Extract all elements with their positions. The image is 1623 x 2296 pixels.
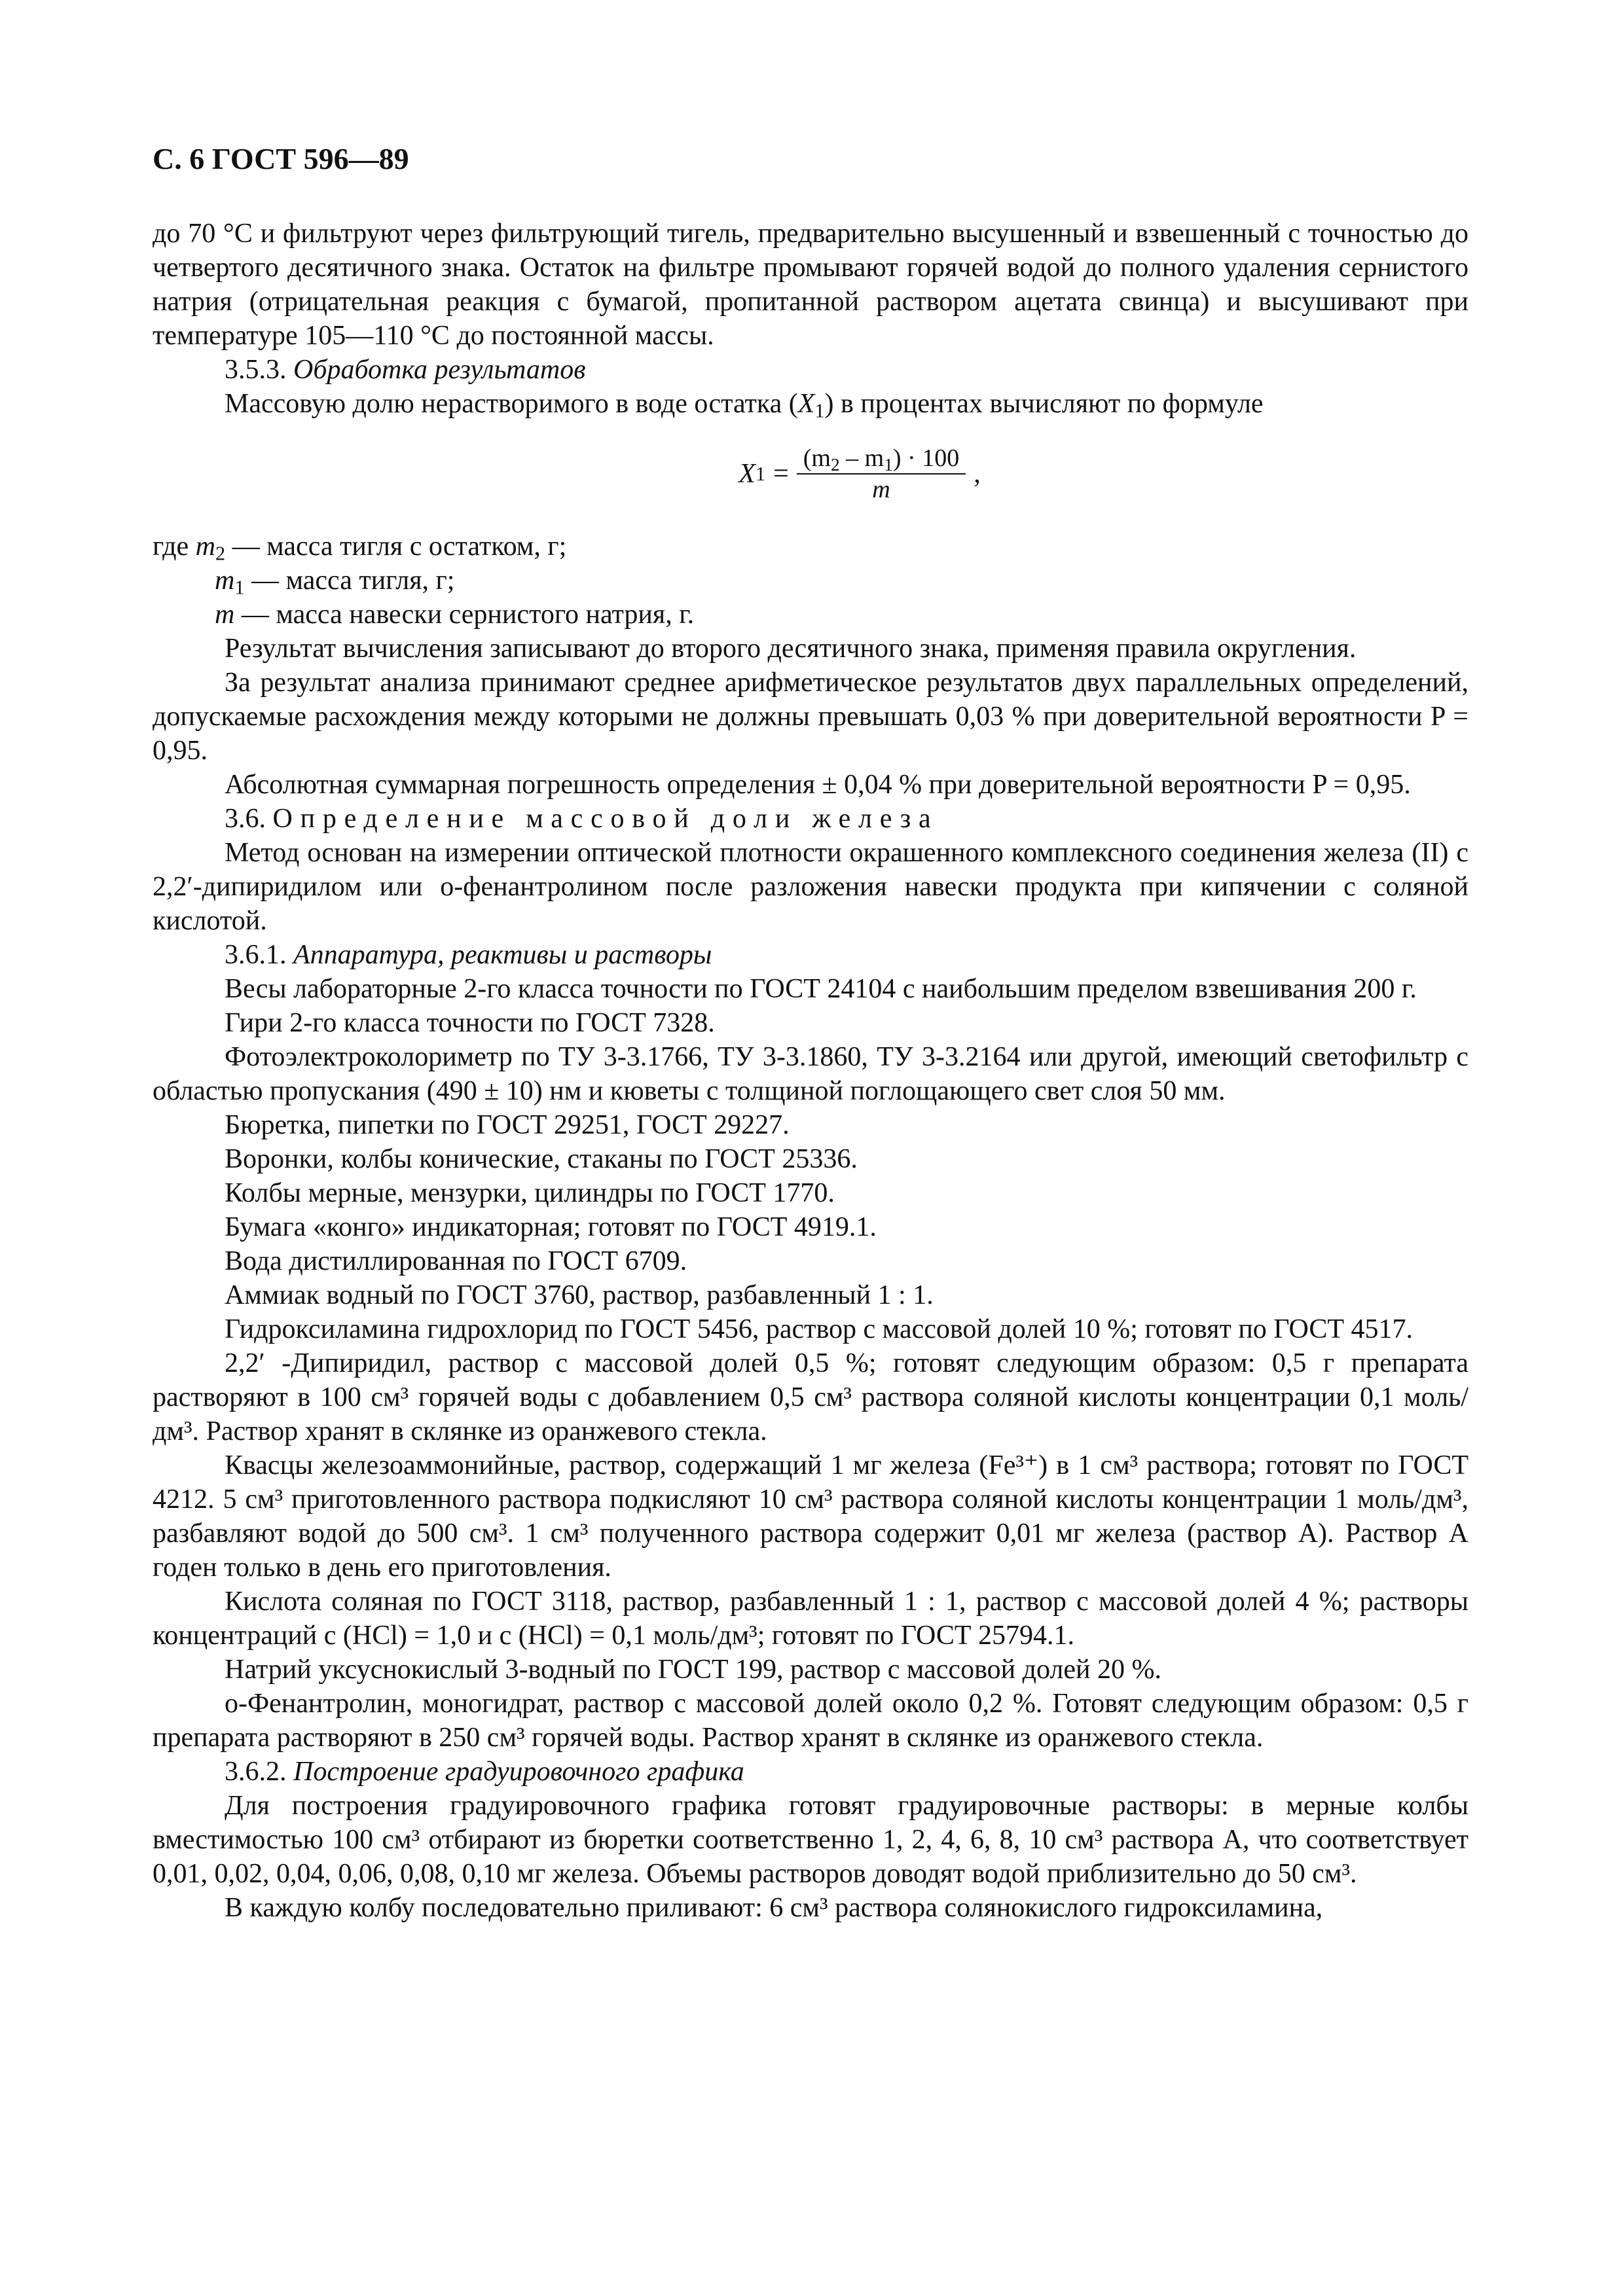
numerator-sub: 2 [830, 454, 840, 475]
section-3-6-2-heading [153, 1755, 1468, 1789]
text: ) в процентах вычисляют по формуле [824, 389, 1264, 419]
section-3-6-heading [153, 802, 1468, 836]
formula-denominator: m [797, 473, 966, 505]
paragraph-rounding: Результат вычисления записывают до второго десятичного знака, применяя правила округления. [225, 634, 1357, 664]
list-item: Вода дистиллированная по ГОСТ 6709. [225, 1246, 687, 1276]
formula-lhs: X [739, 459, 756, 489]
section-3-6-1-heading [153, 938, 1468, 972]
subscript: 1 [234, 576, 245, 599]
variable: X [797, 389, 815, 419]
paragraph-reagents: В каждую колбу последовательно приливают: 6 см³ раствора солянокислого гидроксиламина, [225, 1893, 1323, 1923]
list-item: о-Фенантролин, моногидрат, раствор с массовой долей около 0,2 %. Готовят следующим образом: 0,5 г препарата растворяют в 250 см³ горячей воды. Раствор хранят в склянке из оранжевого стекла. [153, 1689, 1468, 1753]
formula-numerator [797, 443, 966, 473]
where-lead: где [153, 531, 189, 562]
section-number: 3.5.3. [225, 355, 287, 385]
formula-x1: X 1 = $\frac{(m_2 - m_1) \cdot 100}{m}$ , [739, 444, 981, 503]
numerator-sub: 1 [884, 454, 893, 475]
list-item: Бюретка, пипетки по ГОСТ 29251, ГОСТ 29227. [225, 1110, 790, 1140]
numerator-part: – m [839, 444, 884, 472]
section-title: Построение градуировочного графика [293, 1757, 744, 1787]
variable: m [195, 531, 215, 562]
text: — масса тигля с остатком, г; [225, 531, 567, 562]
text: — масса навески сернистого натрия, г. [234, 600, 695, 630]
list-item: Фотоэлектроколориметр по ТУ 3-3.1766, ТУ 3-3.1860, ТУ 3-3.2164 или другой, имеющий светофильтр с областью пропускания (490 ± 10) нм и кюветы с толщиной поглощающего свет слоя 50 мм. [153, 1042, 1468, 1106]
list-item: Колбы мерные, мензурки, цилиндры по ГОСТ 1770. [225, 1178, 835, 1208]
formula-tail: , [974, 459, 981, 489]
text: Массовую долю нерастворимого в воде остатка ( [225, 389, 798, 419]
document-page [153, 141, 1468, 1925]
paragraph-result: За результат анализа принимают среднее арифметическое результатов двух параллельных определений, допускаемые расхождения между которыми не должны превышать 0,03 % при доверительной вероятности P = 0,95. [153, 668, 1468, 766]
paragraph-filtration: до 70 °С и фильтруют через фильтрующий тигель, предварительно высушенный и взвешенный с точностью до четвертого десятичного знака. Остаток на фильтре промывают горячей водой до полного удаления сернистого натрия (отрицательная реакция с бумагой, пропитанной раствором ацетата свинца) и высушивают при температуре 105—110 °С до постоянной массы. [153, 219, 1468, 351]
paragraph-formula-intro [153, 387, 1468, 421]
paragraph-method: Метод основан на измерении оптической плотности окрашенного комплексного соединения железа (II) с 2,2′-дипиридилом или о-фенантролином после разложения навески продукта при кипячении с соляной кислотой. [153, 838, 1468, 936]
list-item: 2,2′ -Дипиридил, раствор с массовой долей 0,5 %; готовят следующим образом: 0,5 г препарата растворяют в 100 см³ горячей воды с добавлением 0,5 см³ раствора соляной кислоты концентрации 0,1 моль/дм³. Раствор хранят в склянке из оранжевого стекла. [153, 1348, 1468, 1446]
section-number: 3.6. [225, 804, 266, 834]
list-item: Натрий уксуснокислый 3-водный по ГОСТ 199, раствор с массовой долей 20 %. [225, 1655, 1161, 1685]
section-3-5-3-heading [153, 353, 1468, 387]
list-item: Кислота соляная по ГОСТ 3118, раствор, разбавленный 1 : 1, раствор с массовой долей 4 %; растворы концентраций с (HCl) = 1,0 и с (HCl) = 0,1 моль/дм³; готовят по ГОСТ 25794.1. [153, 1587, 1468, 1651]
list-item: Бумага «конго» индикаторная; готовят по ГОСТ 4919.1. [225, 1212, 877, 1242]
formula-equals: = [773, 459, 789, 489]
variable: m [215, 600, 235, 630]
subscript: 1 [814, 399, 825, 422]
where-line-m2 [153, 529, 1468, 564]
section-number: 3.6.1. [225, 940, 287, 970]
section-number: 3.6.2. [225, 1757, 287, 1787]
list-item: Аммиак водный по ГОСТ 3760, раствор, разбавленный 1 : 1. [225, 1280, 934, 1310]
section-title: Определение массовой доли железа [272, 804, 939, 834]
list-item: Квасцы железоаммонийные, раствор, содержащий 1 мг железа (Fe³⁺) в 1 см³ раствора; готовят по ГОСТ 4212. 5 см³ приготовленного раствора подкисляют 10 см³ раствора соляной кислоты концентрации 1 моль/дм³, разбавляют водой до 500 см³. 1 см³ полученного раствора содержит 0,01 мг железа (раствор А). Раствор А годен только в день его приготовления. [153, 1450, 1468, 1583]
list-item: Весы лабораторные 2-го класса точности по ГОСТ 24104 с наибольшим пределом взвешивания 200 г. [225, 974, 1417, 1004]
where-line-m [215, 598, 1468, 632]
text: — масса тигля, г; [244, 565, 455, 596]
variable: m [215, 565, 235, 596]
paragraph-error: Абсолютная суммарная погрешность определения ± 0,04 % при доверительной вероятности P = 0,95. [225, 770, 1411, 800]
list-item: Гири 2-го класса точности по ГОСТ 7328. [225, 1008, 715, 1038]
section-title: Аппаратура, реактивы и растворы [293, 940, 712, 970]
where-line-m1 [215, 564, 1468, 598]
numerator-part: (m [803, 444, 831, 472]
list-item: Гидроксиламина гидрохлорид по ГОСТ 5456, раствор с массовой долей 10 %; готовят по ГОСТ 4517. [225, 1314, 1413, 1344]
paragraph-calibration: Для построения градуировочного графика готовят градуировочные растворы: в мерные колбы вместимостью 100 см³ отбирают из бюретки соответственно 1, 2, 4, 6, 8, 10 см³ раствора А, что соответствует 0,01, 0,02, 0,04, 0,06, 0,08, 0,10 мг железа. Объемы растворов доводят водой приблизительно до 50 см³. [153, 1791, 1468, 1889]
formula-fraction [797, 443, 966, 505]
numerator-part: ) · 100 [892, 444, 960, 472]
subscript: 2 [215, 542, 226, 565]
list-item: Воронки, колбы конические, стаканы по ГОСТ 25336. [225, 1144, 858, 1174]
section-title: Обработка результатов [293, 355, 586, 385]
page-header: С. 6 ГОСТ 596—89 [153, 142, 409, 175]
